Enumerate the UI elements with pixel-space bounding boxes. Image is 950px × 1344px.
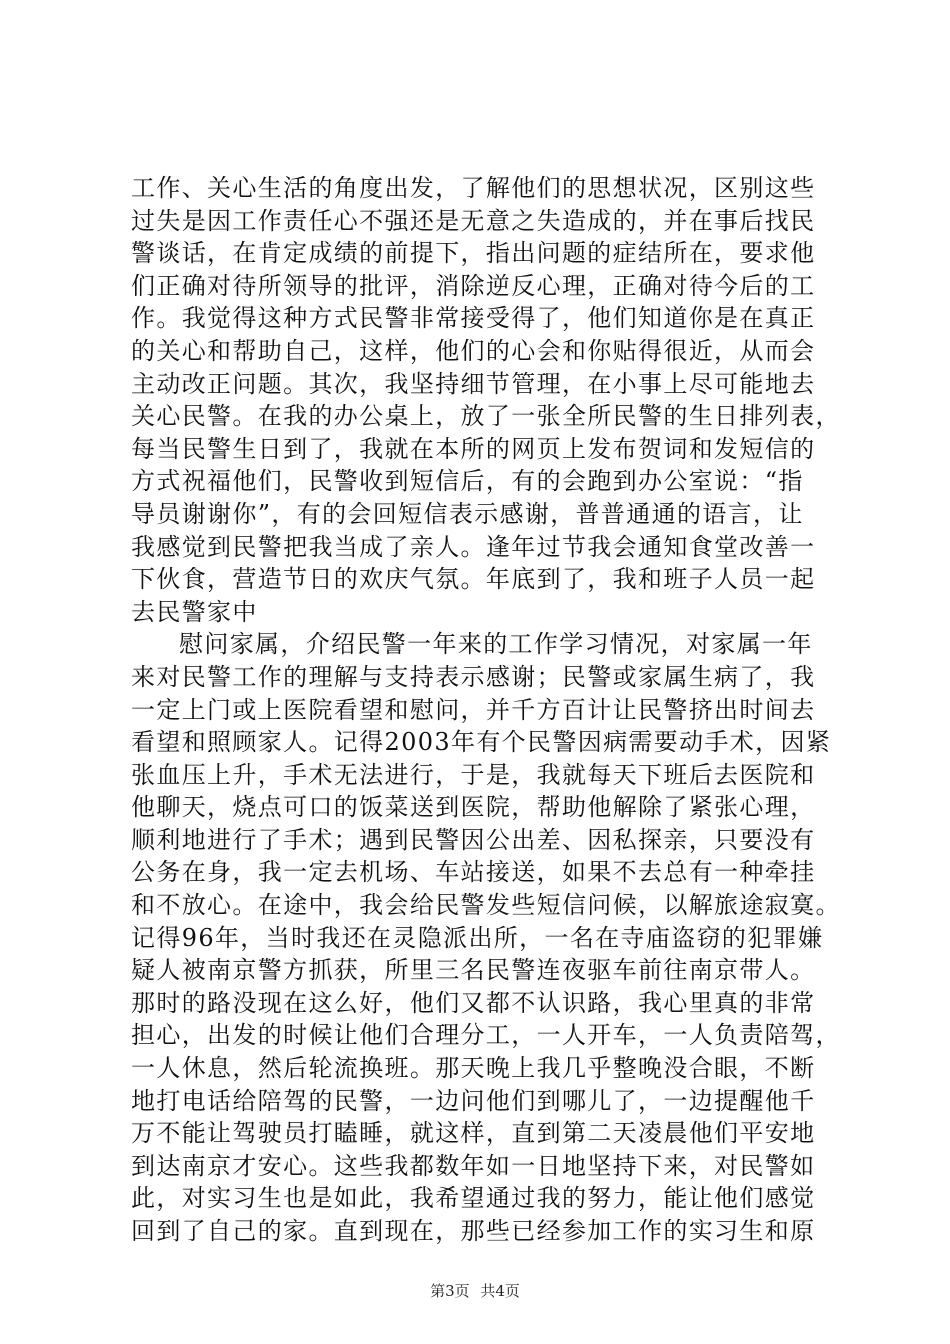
text-line: 疑人被南京警方抓获，所里三名民警连夜驱车前往南京带人。 [131, 956, 816, 985]
text-line: 每当民警生日到了，我就在本所的网页上发布贺词和发短信的 [131, 434, 816, 463]
text-line: 记得96年，当时我还在灵隐派出所，一名在寺庙盗窃的犯罪嫌 [131, 923, 824, 952]
text-line: 主动改正问题。其次，我坚持细节管理，在小事上尽可能地去 [131, 369, 816, 398]
text-line: 到达南京才安心。这些我都数年如一日地坚持下来，对民警如 [131, 1151, 816, 1180]
text-line: 来对民警工作的理解与支持表示感谢；民警或家属生病了，我 [131, 662, 816, 691]
text-line: 方式祝福他们，民警收到短信后，有的会跑到办公室说：“指 [131, 467, 804, 496]
text-line: 去民警家中 [131, 597, 258, 626]
text-line: 的关心和帮助自己，这样，他们的心会和你贴得很近，从而会 [131, 336, 816, 365]
text-line: 下伙食，营造节日的欢庆气氛。年底到了，我和班子人员一起 [131, 565, 816, 594]
text-line: 万不能让驾驶员打瞌睡，就这样，直到第二天凌晨他们平安地 [131, 1119, 816, 1148]
body-text [131, 172, 841, 1248]
text-line: 张血压上升，手术无法进行，于是，我就每天下班后去医院和 [131, 760, 816, 789]
text-line: 警谈话，在肯定成绩的前提下，指出问题的症结所在，要求他 [131, 239, 816, 268]
text-line: 看望和照顾家人。记得2003年有个民警因病需要动手术，因紧 [131, 728, 832, 757]
text-line: 回到了自己的家。直到现在，那些已经参加工作的实习生和原 [131, 1217, 816, 1245]
text-line: 一人休息，然后轮流换班。那天晚上我几乎整晚没合眼，不断 [131, 1054, 816, 1083]
text-line: 我感觉到民警把我当成了亲人。逢年过节我会通知食堂改善一 [131, 532, 816, 561]
text-line: 过失是因工作责任心不强还是无意之失造成的，并在事后找民 [131, 206, 816, 235]
text-line: 担心，出发的时候让他们合理分工，一人开车，一人负责陪驾， [131, 1021, 841, 1050]
text-line: 公务在身，我一定去机场、车站接送，如果不去总有一种牵挂 [131, 858, 816, 887]
paragraph-start-line: 慰问家属，介绍民警一年来的工作学习情况，对家属一年 [179, 630, 813, 659]
text-line: 那时的路没现在这么好，他们又都不认识路，我心里真的非常 [131, 988, 816, 1017]
text-line: 作。我觉得这种方式民警非常接受得了，他们知道你是在真正 [131, 304, 816, 333]
text-line: 关心民警。在我的办公桌上，放了一张全所民警的生日排列表， [131, 402, 841, 431]
text-line: 导员谢谢你”，有的会回短信表示感谢，普普通通的语言，让 [131, 499, 804, 528]
text-line: 地打电话给陪驾的民警，一边问他们到哪儿了，一边提醒他千 [131, 1086, 816, 1115]
text-line: 一定上门或上医院看望和慰问，并千方百计让民警挤出时间去 [131, 695, 816, 724]
page-total: 共4页 [480, 1282, 520, 1300]
page-number: 第3页 [430, 1282, 470, 1300]
text-line: 和不放心。在途中，我会给民警发些短信问候，以解旅途寂寞。 [131, 891, 841, 920]
text-line: 顺利地进行了手术；遇到民警因公出差、因私探亲，只要没有 [131, 825, 816, 854]
text-line: 此，对实习生也是如此，我希望通过我的努力，能让他们感觉 [131, 1184, 816, 1213]
text-line: 工作、关心生活的角度出发，了解他们的思想状况，区别这些 [131, 174, 816, 202]
page-footer [0, 1281, 950, 1301]
text-line: 们正确对待所领导的批评，消除逆反心理，正确对待今后的工 [131, 271, 816, 300]
text-line: 他聊天，烧点可口的饭菜送到医院，帮助他解除了紧张心理， [131, 793, 816, 822]
